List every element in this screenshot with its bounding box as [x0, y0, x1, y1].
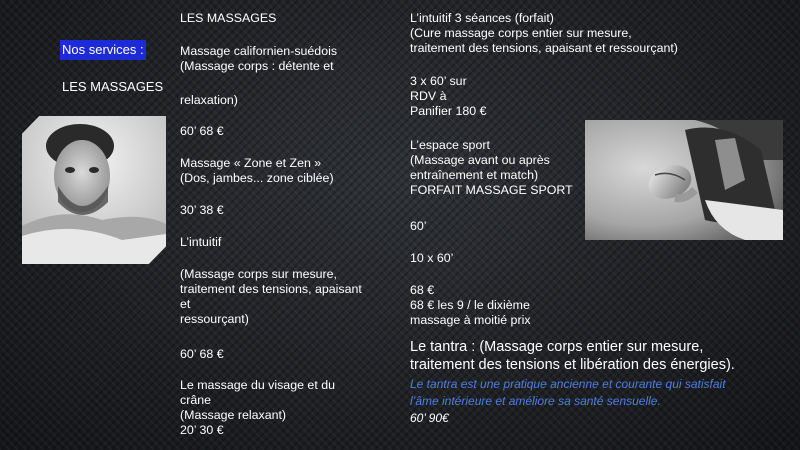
tantra-title: Le tantra : (Massage corps entier sur mesure, traitement des tensions et libération des énergies). — [410, 339, 735, 373]
intuitif-desc: (Massage corps sur mesure, traitement des tensions, apaisant et ressourçant) — [180, 267, 362, 326]
portrait-image — [22, 116, 166, 264]
side-heading: LES MASSAGES — [62, 79, 164, 94]
zone-zen-name: Massage « Zone et Zen » (Dos, jambes... zone ciblée) — [180, 156, 334, 185]
intuitif-price: 60’ 68 € — [180, 347, 224, 361]
tantra-desc: Le tantra est une pratique ancienne et courante qui satisfait l’âme intérieure et améliore sa santé sensuelle. — [410, 377, 726, 408]
sport-title: L’espace sport (Massage avant ou après entraînement et match) FORFAIT MASSAGE SPORT — [410, 138, 573, 197]
sport-duration: 60’ — [410, 219, 427, 233]
californien-price: 60’ 68 € — [180, 124, 224, 138]
forfait-title: L’intuitif 3 séances (forfait) (Cure massage corps entier sur mesure, traitement des tensions, apaisant et ressourçant) — [410, 11, 678, 55]
sport-prices: 68 € 68 € les 9 / le dixième massage à moitié prix — [410, 283, 531, 327]
rugby-player-photo — [585, 120, 783, 240]
forfait-details: 3 x 60’ sur RDV à Panifier 180 € — [410, 74, 487, 118]
zone-zen-price: 30’ 38 € — [180, 203, 224, 217]
tantra-price: 60’ 90€ — [410, 411, 449, 425]
services-label: Nos services : — [60, 40, 146, 60]
portrait-photo — [22, 116, 166, 264]
sport-forfait: 10 x 60’ — [410, 251, 454, 265]
californien-name: Massage californien-suédois (Massage corps : détente et — [180, 44, 338, 73]
col1-heading: LES MASSAGES — [180, 11, 277, 25]
intuitif-name: L’intuitif — [180, 235, 222, 249]
visage-name: Le massage du visage et du crâne (Massage relaxant) 20’ 30 € — [180, 378, 335, 437]
californien-name-cont: relaxation) — [180, 93, 238, 107]
rugby-image — [585, 120, 783, 240]
